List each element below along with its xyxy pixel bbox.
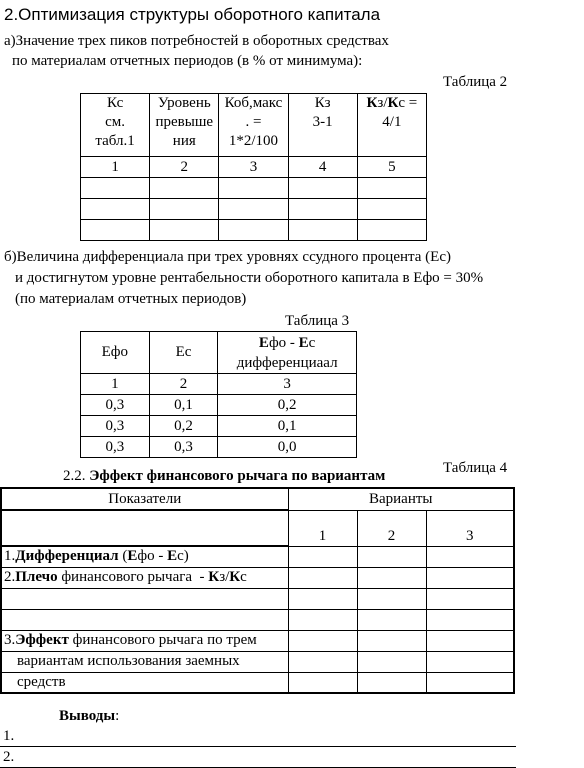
table-cell (357, 588, 426, 609)
table2-num: 1 (81, 157, 150, 178)
table-cell: 0,3 (149, 437, 218, 458)
table-cell (357, 609, 426, 630)
table4-row-effect: 3.Эффект финансового рычага по трем (1, 630, 288, 651)
table3-num: 2 (149, 374, 218, 395)
table3-num: 3 (218, 374, 357, 395)
table-cell (81, 199, 150, 220)
table-cell: 0,1 (218, 416, 357, 437)
table2-num: 4 (288, 157, 357, 178)
table4-variant-num: 2 (357, 510, 426, 546)
table-row (81, 416, 357, 437)
table-cell (288, 178, 357, 199)
table-cell (357, 178, 426, 199)
table-cell: 0,0 (218, 437, 357, 458)
table-cell (357, 546, 426, 567)
table-cell (219, 199, 288, 220)
table-row (1, 651, 514, 672)
table-cell: 0,2 (149, 416, 218, 437)
table-cell: 0,2 (218, 395, 357, 416)
table-cell (288, 220, 357, 241)
table-cell (81, 220, 150, 241)
table4-row-leverage: 2.Плечо финансового рычага - Кз/Кс (1, 567, 288, 588)
table-cell: 0,1 (149, 395, 218, 416)
table3-header-efo: Ефо (81, 332, 150, 374)
table4-variant-num: 1 (288, 510, 357, 546)
table4-header-variants: Варианты (288, 488, 514, 510)
table-cell: 0,3 (81, 395, 150, 416)
table4-row-effect-line2: вариантам использования заемных (1, 651, 288, 672)
conclusions-title: Выводы: (59, 708, 120, 724)
table-cell (426, 567, 514, 588)
table4-variant-num: 3 (426, 510, 514, 546)
table-cell (219, 178, 288, 199)
section-a-line2: по материалам отчетных периодов (в % от минимума): (12, 53, 363, 69)
table2-num: 2 (150, 157, 219, 178)
table3-num: 1 (81, 374, 150, 395)
table-2 (80, 93, 427, 241)
conclusion-item-1: 1. (3, 728, 15, 744)
table-cell (426, 630, 514, 651)
table-cell (357, 651, 426, 672)
section-b-line1: б)Величина дифференциала при трех уровнях ссудного процента (Ес) (4, 249, 451, 265)
table2-header-kob: Коб,макс . = 1*2/100 (219, 94, 288, 157)
page-title: 2.Оптимизация структуры оборотного капитала (4, 5, 381, 24)
table-cell (357, 567, 426, 588)
table-3 (80, 331, 357, 458)
table-row (1, 567, 514, 588)
table-cell (288, 588, 357, 609)
table2-num: 3 (219, 157, 288, 178)
table-cell (426, 609, 514, 630)
table-cell (357, 199, 426, 220)
table-cell (150, 178, 219, 199)
table-cell (1, 510, 288, 546)
table-cell (288, 546, 357, 567)
table-row (81, 199, 427, 220)
table-cell (357, 220, 426, 241)
conclusion-item-2: 2. (3, 749, 15, 765)
table-cell (426, 651, 514, 672)
table3-caption: Таблица 3 (285, 313, 350, 329)
table-cell (426, 588, 514, 609)
table2-header-ks: Кс см. табл.1 (81, 94, 150, 157)
table-row (1, 588, 514, 609)
table-cell (288, 630, 357, 651)
table-row (1, 630, 514, 651)
table-cell (288, 567, 357, 588)
table2-caption: Таблица 2 (443, 74, 508, 90)
table-row (81, 437, 357, 458)
section-b-line2: и достигнутом уровне рентабельности оборотного капитала в Ефо = 30% (15, 270, 484, 286)
table-4 (0, 487, 515, 694)
table-cell (150, 199, 219, 220)
table-cell (1, 588, 288, 609)
table-cell (288, 609, 357, 630)
table-cell (357, 672, 426, 693)
table-cell (1, 609, 288, 630)
table4-heading: 2.2. Эффект финансового рычага по вариантам (63, 468, 386, 484)
table-cell: 0,3 (81, 437, 150, 458)
section-b-line3: (по материалам отчетных периодов) (15, 291, 247, 307)
table-cell (150, 220, 219, 241)
table4-row-effect-line3: средств (1, 672, 288, 693)
table-row (81, 178, 427, 199)
section-a-line1: а)Значение трех пиков потребностей в оборотных средствах (4, 33, 389, 49)
table-cell (288, 199, 357, 220)
table-row (1, 546, 514, 567)
table2-num: 5 (357, 157, 426, 178)
table4-caption: Таблица 4 (443, 460, 508, 476)
table4-header-indicators: Показатели (1, 488, 288, 510)
table-cell (426, 546, 514, 567)
table3-header-diff: Ефо - Ес дифференциаал (218, 332, 357, 374)
table-cell (357, 630, 426, 651)
table-cell (288, 672, 357, 693)
table-row (81, 220, 427, 241)
table3-header-es: Ес (149, 332, 218, 374)
table2-header-ratio: Кз/Кс = 4/1 (357, 94, 426, 157)
table-row (1, 672, 514, 693)
table-row (81, 395, 357, 416)
table2-header-kz: Кз 3-1 (288, 94, 357, 157)
table4-row-differential: 1.Дифференциал (Ефо - Ес) (1, 546, 288, 567)
table-cell (219, 220, 288, 241)
table-row (1, 609, 514, 630)
table-cell (426, 672, 514, 693)
table-cell: 0,3 (81, 416, 150, 437)
table-cell (288, 651, 357, 672)
conclusion-line-1 (0, 746, 516, 747)
table-cell (81, 178, 150, 199)
table2-header-level: Уровень превыше ния (150, 94, 219, 157)
